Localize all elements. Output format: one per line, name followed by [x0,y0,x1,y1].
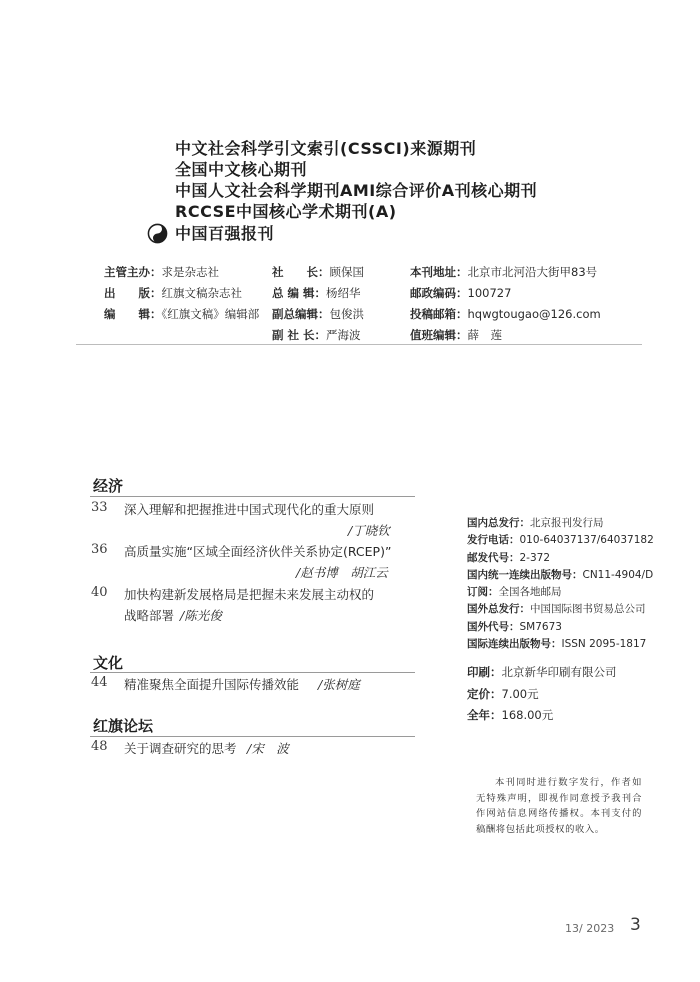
section-divider [90,672,415,673]
price-row [467,705,617,727]
masthead-divider [76,344,642,345]
toc-article-link[interactable]: 关于调查研究的思考 [124,741,237,756]
pub-label: 国内统一连续出版物号： [467,568,583,581]
pub-row [467,584,654,601]
pub-value: 北京报刊发行局 [530,517,604,529]
pub-row [467,515,654,532]
pub-label: 国内总发行： [467,517,530,529]
masthead-row [104,304,259,325]
journal-honors [175,138,537,244]
masthead-value: 《红旗文稿》编辑部 [161,307,260,321]
toc-author: /宋 波 [247,741,289,756]
masthead-row [410,325,601,346]
price-value: 168.00元 [501,708,554,722]
price-value: 7.00元 [501,686,539,701]
pub-value: 全国各地邮局 [498,586,562,599]
toc-article-link[interactable]: 加快构建新发展格局是把握未来发展主动权的 [124,587,375,602]
masthead-column-contact [410,262,601,346]
price-label: 印刷： [467,665,502,679]
pub-value: 010-64037137/64037182 [519,534,654,547]
masthead-value: 顾保国 [329,265,364,279]
price-value: 北京新华印刷有限公司 [501,665,617,679]
section-title-hongqi-forum: 红旗论坛 [93,717,154,735]
page-number: 3 [630,915,641,935]
masthead-value: 100727 [467,286,512,300]
honor-line: RCCSE中国核心学术期刊(A) [175,202,397,221]
toc-author: /赵书博 胡江云 [296,565,388,580]
section-title-culture: 文化 [93,654,124,672]
pub-label: 国际连续出版物号： [467,638,562,651]
toc-page-number: 48 [91,739,108,754]
pub-label: 邮发代号： [467,551,520,564]
masthead-value: 包俊洪 [329,307,364,321]
pub-row [467,567,654,584]
masthead-row [410,304,601,325]
pub-label: 国外代号： [467,620,520,633]
section-divider [90,496,415,497]
price-row [467,684,617,706]
masthead-label: 主管主办： [104,265,162,279]
toc-page-number: 44 [91,675,108,690]
masthead-column-publisher [104,262,259,325]
price-label: 全年： [467,708,502,722]
honor-line: 中国人文社会科学期刊AMI综合评价A刊核心期刊 [175,181,538,200]
toc-page-number: 33 [91,500,108,515]
masthead-value: 薛 莲 [467,328,502,342]
pub-value: ISSN 2095-1817 [561,638,647,651]
top100-logo-icon [147,223,168,244]
toc-article-link[interactable]: 高质量实施“区域全面经济伙伴关系协定(RCEP)” [124,544,392,559]
masthead-row [272,262,364,283]
pub-label: 发行电话： [467,534,520,547]
toc-article-link[interactable]: 精准聚焦全面提升国际传播效能 [124,677,300,692]
masthead-label: 邮政编码： [410,286,468,300]
masthead-value: 求是杂志社 [161,265,219,279]
pub-row [467,636,654,653]
toc-author: /陈光俊 [180,608,222,623]
pub-value: CN11-4904/D [582,568,654,581]
pub-value: 2-372 [519,551,551,564]
pub-row [467,619,654,636]
section-divider [90,736,415,737]
masthead-label: 总 编 辑： [272,286,327,300]
pub-row [467,601,654,618]
copyright-notice: 本刊同时进行数字发行，作者如无特殊声明，即视作同意授予我刊合作网站信息网络传播权。本刊支付的稿酬将包括此项授权的收入。 [476,777,642,835]
masthead-value: 严海波 [326,328,361,342]
price-row [467,662,617,684]
toc-author: /丁晓钦 [348,523,390,538]
pricing-info [467,662,617,727]
masthead-row [104,283,259,304]
masthead-row [410,283,601,304]
masthead-row [272,304,364,325]
masthead-label: 投稿邮箱： [410,307,468,321]
issue-number: 13/ 2023 [565,922,615,935]
masthead-row [410,262,601,283]
pub-value: 中国国际图书贸易总公司 [530,603,646,616]
masthead-column-editors [272,262,364,346]
masthead-row [272,325,364,346]
top100-label: 中国百强报刊 [175,224,275,243]
masthead-value: 红旗文稿杂志社 [161,286,242,300]
masthead-label: 副总编辑： [272,307,330,321]
honor-line: 中文社会科学引文索引(CSSCI)来源期刊 [175,139,477,158]
masthead-label: 编 辑： [104,307,162,321]
masthead-label: 副 社 长： [272,328,327,342]
masthead-label: 本刊地址： [410,265,468,279]
honor-top100 [147,223,537,244]
masthead-value: hqwgtougao@126.com [467,307,601,321]
pub-label: 订阅： [467,586,499,599]
pub-row [467,532,654,549]
section-title-economy: 经济 [93,477,124,495]
masthead-value: 杨绍华 [326,286,361,300]
publication-info [467,515,654,653]
toc-page-number: 36 [91,542,108,557]
honor-line: 全国中文核心期刊 [175,160,308,179]
pub-label: 国外总发行： [467,603,530,616]
toc-page-number: 40 [91,585,108,600]
masthead-value: 北京市北河沿大街甲83号 [467,265,598,279]
toc-author: /张树庭 [318,677,360,692]
masthead-row [272,283,364,304]
masthead-row [104,262,259,283]
toc-article-link-continued[interactable]: 战略部署 [124,608,175,623]
masthead-label: 社 长： [272,265,330,279]
masthead-label: 值班编辑： [410,328,468,342]
pub-row [467,550,654,567]
price-label: 定价： [467,686,502,701]
pub-value: SM7673 [519,620,562,633]
toc-article-link[interactable]: 深入理解和把握推进中国式现代化的重大原则 [124,502,375,517]
masthead-label: 出 版： [104,286,162,300]
